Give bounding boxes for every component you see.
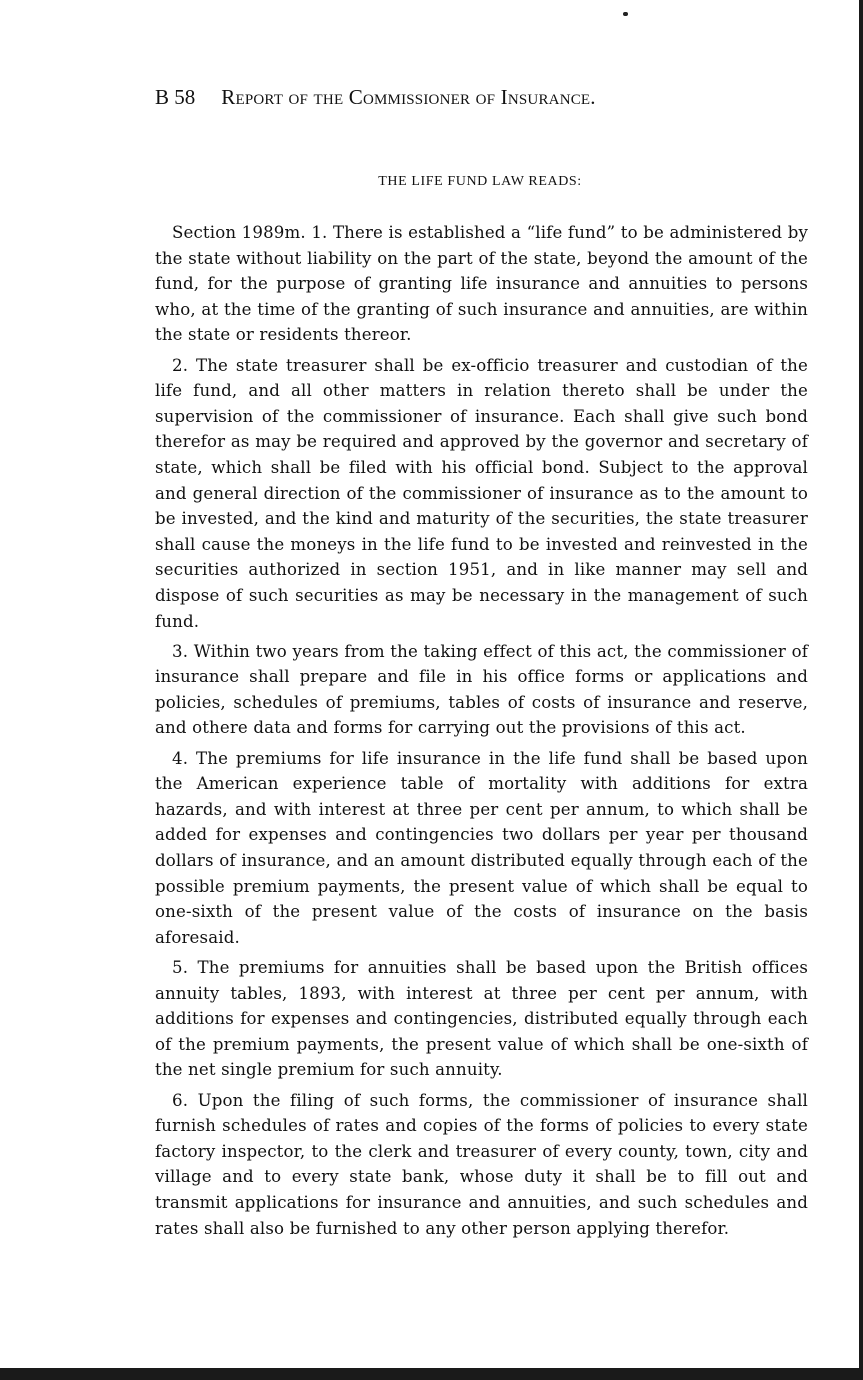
paragraph-section-1: Section 1989m. 1. There is established a “life fund” to be administered by the state without liability on the part of the state, beyond the amount of the fund, for the purpose of granting life insurance and annuities to persons who, at the time of the granting of such insurance and annuities, are within the state or residents thereor. <box>155 223 808 345</box>
paragraph-section-4: 4. The premiums for life insurance in the life fund shall be based upon the American experience table of mortality with additions for extra hazards, and with interest at three per cent per annum, to which shall be added for expenses and contingencies two dollars per year per thousand dollars of insurance, and an amount distributed equally through each of the possible premium payments, the present value of which shall be equal to one-sixth of the present value of the costs of insurance on the basis aforesaid. <box>155 748 808 947</box>
paragraph-section-2: 2. The state treasurer shall be ex-officio treasurer and custodian of the life fund, and all other matters in relation thereto shall be under the supervision of the commissioner of insurance. Each shall give such bond therefor as may be required and approved by the governor and secretary of state, which shall be filed with his official bond. Subject to the approval and general direction of the commissioner of insurance as to the amount to be invested, and the kind and maturity of the securities, the state treasurer shall cause the moneys in the life fund to be invested and reinvested in the securities authorized in section 1951, and in like manner may sell and dispose of such securities as may be necessary in the management of such fund. <box>155 355 808 631</box>
paragraph-section-6: 6. Upon the filing of such forms, the commissioner of insurance shall furnish schedules of rates and copies of the forms of policies to every state factory inspector, to the clerk and treasurer of every county, town, city and village and to every state bank, whose duty it shall be to fill out and transmit applications for insurance and annuities, and such schedules and rates shall also be furnished to any other person applying therefor. <box>155 1090 808 1238</box>
paragraph-section-3: 3. Within two years from the taking effect of this act, the commissioner of insurance shall prepare and file in his office forms or applications and policies, schedules of premiums, tables of costs of insurance and reserve, and othere data and forms for carrying out the provisions of this act. <box>155 641 808 738</box>
paragraph-section-5: 5. The premiums for annuities shall be based upon the British offices annuity tables, 1893, with interest at three per cent per annum, with additions for expenses and contingencies, distributed equally through each of the premium payments, the present value of which shall be one-sixth of the net single premium for such annuity. <box>155 958 808 1080</box>
scan-speck <box>623 12 628 16</box>
section-heading: THE LIFE FUND LAW READS: <box>378 174 582 189</box>
law-text-body <box>155 220 808 1246</box>
running-head <box>155 84 715 110</box>
scan-edge-bottom <box>0 1368 863 1380</box>
scan-edge-right <box>859 0 863 1380</box>
running-head-title: Report of the Commissioner of Insurance. <box>221 85 596 109</box>
page-number: B 58 <box>155 85 196 109</box>
